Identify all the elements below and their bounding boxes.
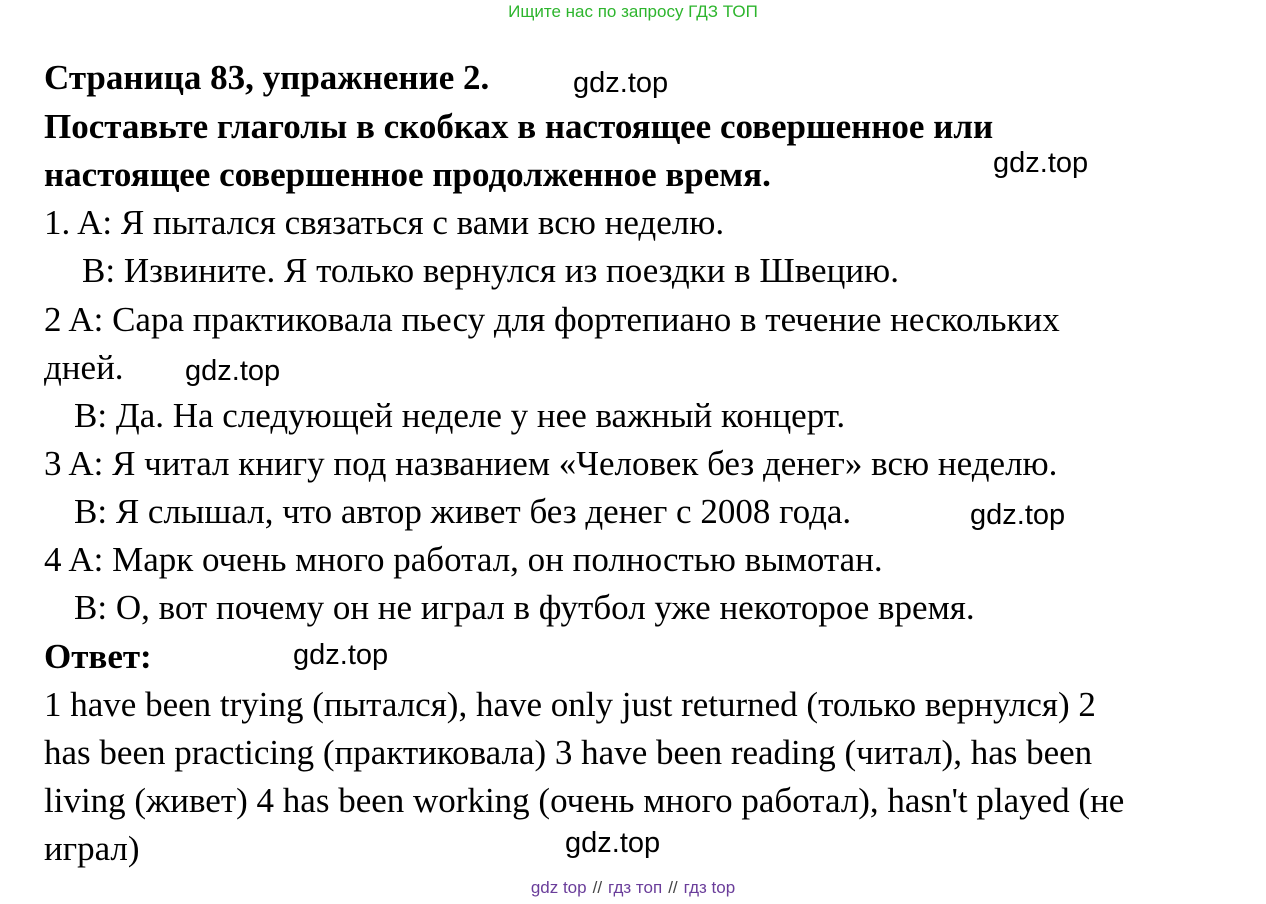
exercise-line: 1. A: Я пытался связаться с вами всю неделю. — [44, 203, 725, 242]
answer-line: 1 have been trying (пытался), have only just returned (только вернулся) 2 — [44, 685, 1096, 724]
exercise-line: B: Да. На следующей неделе у нее важный концерт. — [74, 396, 846, 435]
exercise-line: 3 A: Я читал книгу под названием «Человек без денег» всю неделю. — [44, 444, 1058, 483]
exercise-line: 2 A: Сара практиковала пьесу для фортепиано в течение нескольких — [44, 300, 1060, 339]
exercise-line: B: Я слышал, что автор живет без денег с 2008 года. — [74, 492, 852, 531]
instruction-line-2: настоящее совершенное продолженное время. — [44, 155, 771, 194]
footer-separator: // — [668, 878, 678, 897]
exercise-line: 4 A: Марк очень много работал, он полностью вымотан. — [44, 540, 883, 579]
answer-line: играл) — [44, 829, 140, 868]
watermark: gdz.top — [573, 67, 669, 99]
answer-line: has been practicing (практиковала) 3 have been reading (читал), has been — [44, 733, 1093, 772]
top-banner[interactable]: Ищите нас по запросу ГДЗ ТОП — [508, 2, 758, 21]
watermark: gdz.top — [993, 147, 1089, 179]
footer-separator: // — [592, 878, 603, 897]
footer-links — [0, 878, 1266, 898]
exercise-line: B: О, вот почему он не играл в футбол уже некоторое время. — [74, 588, 975, 627]
answer-line: living (живет) 4 has been working (очень много работал), hasn't played (не — [44, 781, 1125, 820]
watermark: gdz.top — [970, 499, 1066, 531]
watermark: gdz.top — [293, 639, 389, 671]
footer-link[interactable]: гдз top — [683, 878, 736, 897]
exercise-line: B: Извините. Я только вернулся из поездки в Швецию. — [82, 251, 899, 290]
watermark: gdz.top — [185, 355, 281, 387]
footer-link[interactable]: гдз топ — [608, 878, 663, 897]
footer-link[interactable]: gdz top — [530, 878, 587, 897]
exercise-line: дней. — [44, 348, 124, 387]
page-title: Страница 83, упражнение 2. — [44, 58, 490, 97]
instruction-line-1: Поставьте глаголы в скобках в настоящее совершенное или — [44, 107, 994, 146]
watermark: gdz.top — [565, 827, 661, 859]
answer-label: Ответ: — [44, 637, 152, 676]
